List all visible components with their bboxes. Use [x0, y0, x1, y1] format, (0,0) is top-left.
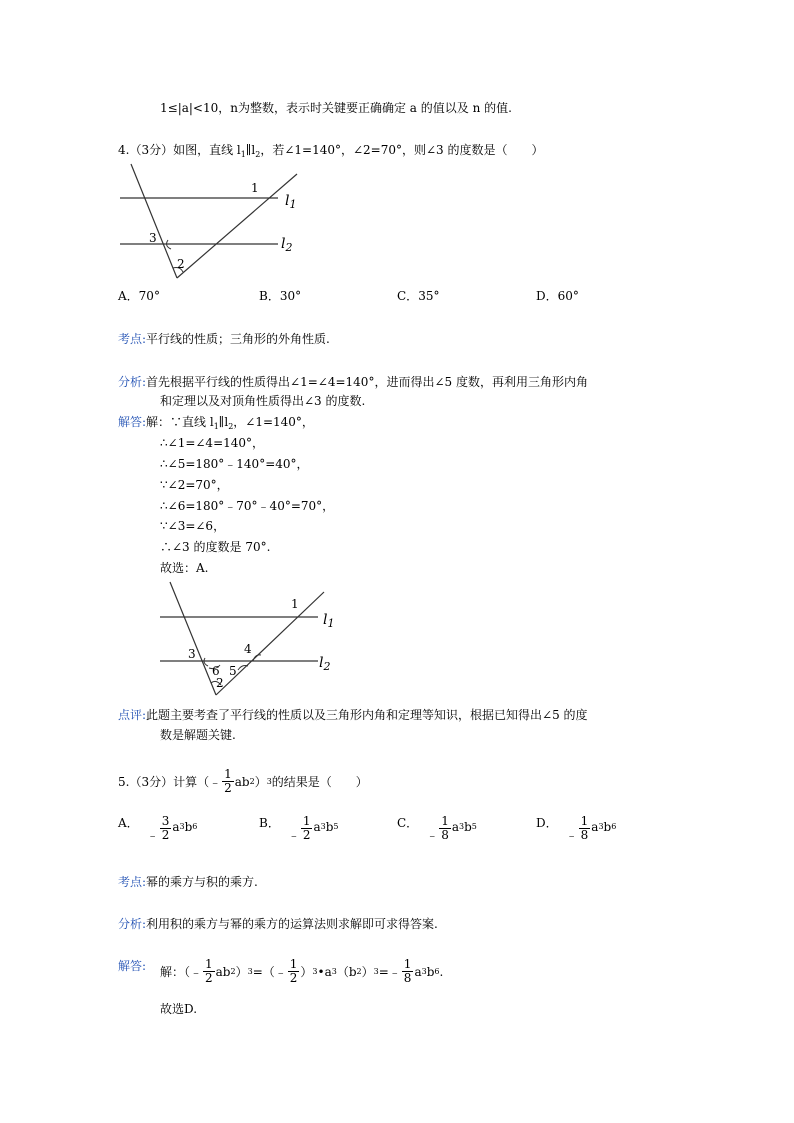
kaodian-label: 考点:: [118, 875, 147, 889]
option-b[interactable]: B．30°: [259, 289, 302, 303]
jieda-label: 解答:: [118, 415, 147, 429]
intro-line: 1≤|a|<10，n为整数，表示时关键要正确确定 a 的值以及 n 的值.: [160, 101, 512, 115]
angle-label-4: 4: [244, 642, 252, 656]
question-5-stem: 5. （3分） 计算（﹣ $\frac{1}{2}$ ab 2 ） 3 的结果是（ ）: [118, 767, 368, 795]
option-a[interactable]: A．70°: [118, 289, 160, 303]
subscript: 1: [240, 150, 246, 159]
option-a[interactable]: A． ﹣ $\frac{3}{2}$ a 3 b 6: [118, 814, 198, 842]
angle-label-2: 2: [216, 676, 224, 690]
kaodian-row: [118, 874, 258, 890]
dianping-label: 点评:: [118, 708, 147, 722]
fenxi-text-2: 和定理以及对顶角性质得出∠3 的度数.: [160, 394, 366, 408]
solution-step: ∴∠3 的度数是 70°.: [160, 540, 271, 554]
subscript: 2: [255, 150, 261, 159]
line-label-l2: $l_2$: [319, 655, 331, 673]
solution-equation: 解：（﹣ $\frac{1}{2}$ ab 2 ） 3 =（﹣ $\frac{1}{2}$ ） 3 •a 3 （b 2 ） 3 =﹣ $\frac{1}{8}$ a 3 b 6 .: [160, 957, 444, 985]
kaodian-label: 考点:: [118, 332, 147, 346]
solution-step: ∵∠2=70°，: [160, 478, 229, 492]
solution-choice: 故选D.: [160, 1002, 198, 1016]
dianping-text-2: 数是解题关键.: [160, 728, 236, 742]
solution-step: ∴∠5=180°﹣140°=40°，: [160, 457, 309, 471]
angle-label-3: 3: [188, 647, 196, 661]
option-b[interactable]: B． ﹣ $\frac{1}{2}$ a 3 b 5: [259, 814, 339, 842]
fraction: $\frac{1}{2}$: [224, 767, 232, 795]
stem-text: ，若∠1=140°，∠2=70°，则∠3 的度数是（ ）: [260, 143, 544, 157]
solution-step: ∴∠1=∠4=140°，: [160, 436, 265, 450]
jieda-row: 解答:解：∵直线 $l_1\parallel l_2$，∠1=140°，: [118, 415, 314, 431]
angle-label-1: 1: [291, 597, 299, 611]
option-d[interactable]: D． ﹣ $\frac{1}{8}$ a 3 b 6: [536, 814, 617, 842]
option-d[interactable]: D．60°: [536, 289, 579, 303]
kaodian-text: 幂的乘方与积的乘方.: [146, 875, 258, 889]
question-number: 5.: [118, 774, 130, 789]
angle-label-3: 3: [149, 231, 157, 245]
fenxi-label: 分析:: [118, 375, 147, 389]
kaodian-text: 平行线的性质；三角形的外角性质.: [146, 332, 330, 346]
figure-parallel-lines-1: [110, 160, 310, 285]
dianping-text: 此题主要考查了平行线的性质以及三角形内角和定理等知识，根据已知得出∠5 的度: [146, 708, 588, 722]
angle-label-5: 5: [229, 664, 237, 678]
fenxi-text: 首先根据平行线的性质得出∠1=∠4=140°，进而得出∠5 度数，再利用三角形内角: [146, 375, 588, 389]
figure-parallel-lines-2: [150, 578, 350, 703]
fenxi-row: [118, 916, 438, 932]
question-score: （3分）: [129, 143, 174, 157]
line-label-l1: $l_1$: [323, 612, 335, 630]
solution-choice: 故选：A.: [160, 561, 209, 575]
question-score: （3分）: [129, 774, 174, 789]
angle-label-2: 2: [177, 257, 185, 271]
dianping-row: [118, 707, 588, 723]
option-c[interactable]: C．35°: [397, 289, 440, 303]
solution-step: ∴∠6=180°﹣70°﹣40°=70°，: [160, 499, 335, 513]
fenxi-row: [118, 374, 588, 390]
option-c[interactable]: C． ﹣ $\frac{1}{8}$ a 3 b 5: [397, 814, 477, 842]
parallel-symbol: ∥l: [245, 143, 256, 157]
kaodian-row: [118, 331, 330, 347]
jieda-label: 解答:: [118, 959, 147, 973]
stem-text: 如图，直线 l: [173, 143, 241, 157]
solution-step: ∵∠3=∠6，: [160, 519, 226, 533]
angle-label-1: 1: [251, 181, 259, 195]
fenxi-text: 利用积的乘方与幂的乘方的运算法则求解即可求得答案.: [146, 917, 438, 931]
jieda-label-row: [118, 958, 146, 974]
line-label-l1: $l_1$: [285, 193, 297, 211]
angle-label-6: 6: [212, 664, 220, 678]
fenxi-label: 分析:: [118, 917, 147, 931]
line-label-l2: $l_2$: [281, 236, 293, 254]
question-number: 4.: [118, 143, 130, 157]
